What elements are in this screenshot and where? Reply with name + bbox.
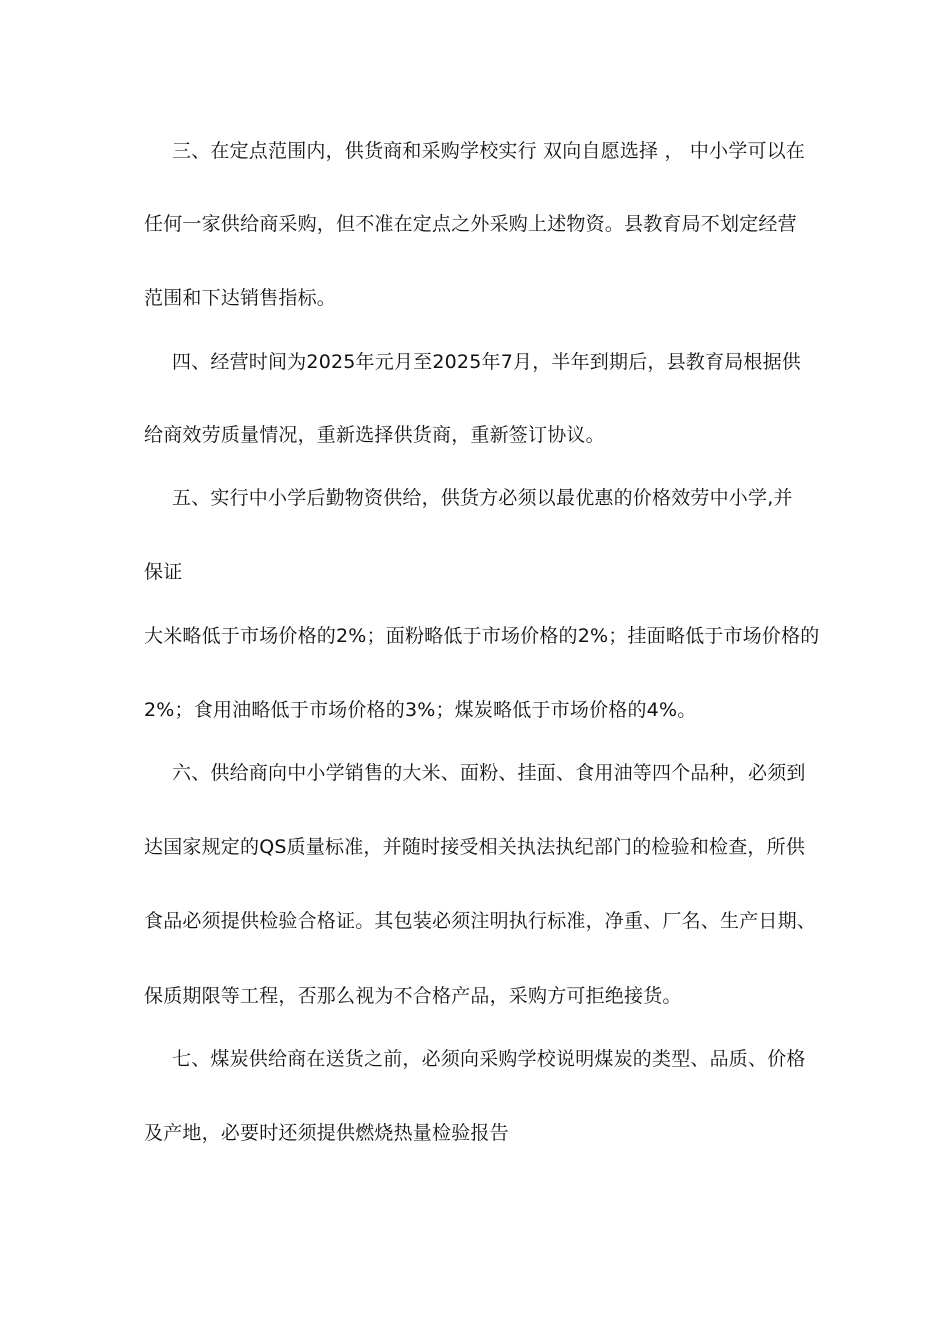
paragraph-4-line-2: 给商效劳质量情况，重新选择供货商，重新签订协议。 xyxy=(144,424,605,446)
paragraph-5-line-1: 五、实行中小学后勤物资供给，供货方必须以最优惠的价格效劳中小学,并 xyxy=(172,487,793,509)
paragraph-3-line-2: 任何一家供给商采购，但不准在定点之外采购上述物资。县教育局不划定经营 xyxy=(144,213,797,235)
paragraph-7-line-2: 及产地，必要时还须提供燃烧热量检验报告 xyxy=(144,1122,509,1144)
paragraph-6-line-1: 六、供给商向中小学销售的大米、面粉、挂面、食用油等四个品种，必须到 xyxy=(172,762,806,784)
paragraph-3-line-1: 三、在定点范围内，供货商和采购学校实行 双向自愿选择 ， 中小学可以在 xyxy=(172,140,806,162)
paragraph-6-line-4: 保质期限等工程，否那么视为不合格产品，采购方可拒绝接货。 xyxy=(144,985,682,1007)
paragraph-7-line-1: 七、煤炭供给商在送货之前，必须向采购学校说明煤炭的类型、品质、价格 xyxy=(172,1048,806,1070)
paragraph-5-line-2: 保证 xyxy=(144,561,183,583)
price-clause-line-2: 2%；食用油略低于市场价格的3%；煤炭略低于市场价格的4%。 xyxy=(144,699,697,721)
paragraph-3-line-3: 范围和下达销售指标。 xyxy=(144,287,337,309)
price-clause-line-1: 大米略低于市场价格的2%；面粉略低于市场价格的2%；挂面略低于市场价格的 xyxy=(144,625,820,647)
paragraph-4-line-1: 四、经营时间为2025年元月至2025年7月，半年到期后，县教育局根据供 xyxy=(172,351,801,373)
paragraph-6-line-3: 食品必须提供检验合格证。其包装必须注明执行标准，净重、厂名、生产日期、 xyxy=(144,910,817,932)
paragraph-6-line-2: 达国家规定的QS质量标准，并随时接受相关执法执纪部门的检验和检查，所供 xyxy=(144,836,806,858)
